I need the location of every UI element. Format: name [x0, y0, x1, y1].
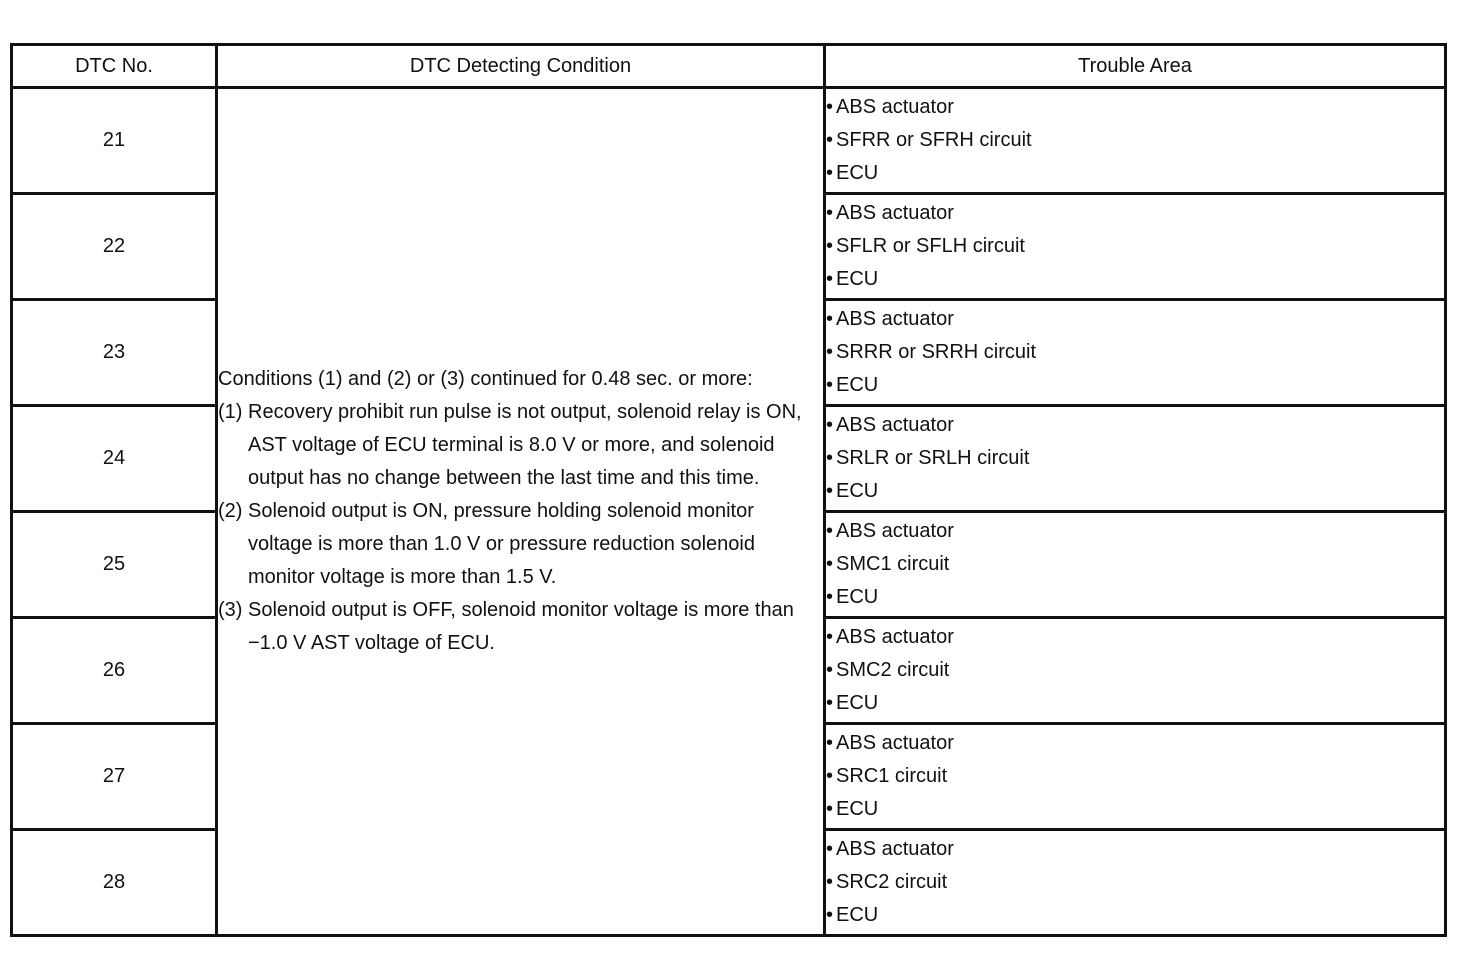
trouble-area-item: • ECU	[826, 475, 1444, 508]
trouble-area-cell	[825, 300, 1446, 406]
condition-item: (2) Solenoid output is ON, pressure holding solenoid monitor voltage is more than 1.0 V or pressure reduction solenoid monitor voltage is more than 1.5 V.	[218, 500, 755, 588]
trouble-area-item: • ABS actuator	[826, 91, 1444, 124]
trouble-area-item: • ECU	[826, 157, 1444, 190]
dtc-number: 28	[12, 830, 217, 936]
trouble-area-item: • ABS actuator	[826, 621, 1444, 654]
trouble-area-cell	[825, 406, 1446, 512]
trouble-area-item: • ECU	[826, 369, 1444, 402]
trouble-area-item: • ECU	[826, 263, 1444, 296]
trouble-area-list	[826, 303, 1444, 402]
dtc-number: 24	[12, 406, 217, 512]
trouble-area-item: • ECU	[826, 581, 1444, 614]
trouble-area-item: • SMC1 circuit	[826, 548, 1444, 581]
trouble-area-list	[826, 833, 1444, 932]
condition-item: (1) Recovery prohibit run pulse is not output, solenoid relay is ON, AST voltage of ECU terminal is 8.0 V or more, and solenoid output has no change between the last time and this time.	[218, 401, 802, 489]
detecting-condition-cell	[217, 88, 825, 936]
trouble-area-item: • ABS actuator	[826, 303, 1444, 336]
trouble-area-cell	[825, 512, 1446, 618]
dtc-number: 27	[12, 724, 217, 830]
table-body	[12, 88, 1446, 936]
table-row	[12, 88, 1446, 194]
trouble-area-cell	[825, 88, 1446, 194]
trouble-area-item: • SFRR or SFRH circuit	[826, 124, 1444, 157]
dtc-number: 25	[12, 512, 217, 618]
trouble-area-item: • ABS actuator	[826, 409, 1444, 442]
header-row	[12, 45, 1446, 88]
dtc-number: 26	[12, 618, 217, 724]
header-detecting-condition: DTC Detecting Condition	[217, 45, 825, 88]
trouble-area-item: • ABS actuator	[826, 197, 1444, 230]
trouble-area-cell	[825, 194, 1446, 300]
trouble-area-cell	[825, 830, 1446, 936]
dtc-number: 22	[12, 194, 217, 300]
trouble-area-list	[826, 727, 1444, 826]
trouble-area-list	[826, 621, 1444, 720]
trouble-area-item: • SRC2 circuit	[826, 866, 1444, 899]
trouble-area-cell	[825, 618, 1446, 724]
trouble-area-list	[826, 91, 1444, 190]
trouble-area-item: • ECU	[826, 793, 1444, 826]
trouble-area-list	[826, 409, 1444, 508]
trouble-area-item: • SMC2 circuit	[826, 654, 1444, 687]
trouble-area-cell	[825, 724, 1446, 830]
header-trouble-area: Trouble Area	[825, 45, 1446, 88]
trouble-area-list	[826, 515, 1444, 614]
dtc-number: 21	[12, 88, 217, 194]
dtc-number: 23	[12, 300, 217, 406]
trouble-area-item: • ABS actuator	[826, 727, 1444, 760]
trouble-area-item: • SRC1 circuit	[826, 760, 1444, 793]
trouble-area-item: • SRRR or SRRH circuit	[826, 336, 1444, 369]
header-dtc-no: DTC No.	[12, 45, 217, 88]
trouble-area-list	[826, 197, 1444, 296]
trouble-area-item: • ABS actuator	[826, 833, 1444, 866]
condition-item: (3) Solenoid output is OFF, solenoid monitor voltage is more than −1.0 V AST voltage of ECU.	[218, 599, 794, 654]
dtc-table	[10, 43, 1447, 937]
trouble-area-item: • SFLR or SFLH circuit	[826, 230, 1444, 263]
trouble-area-item: • SRLR or SRLH circuit	[826, 442, 1444, 475]
condition-intro: Conditions (1) and (2) or (3) continued for 0.48 sec. or more:	[218, 368, 753, 390]
trouble-area-item: • ECU	[826, 899, 1444, 932]
trouble-area-item: • ABS actuator	[826, 515, 1444, 548]
trouble-area-item: • ECU	[826, 687, 1444, 720]
